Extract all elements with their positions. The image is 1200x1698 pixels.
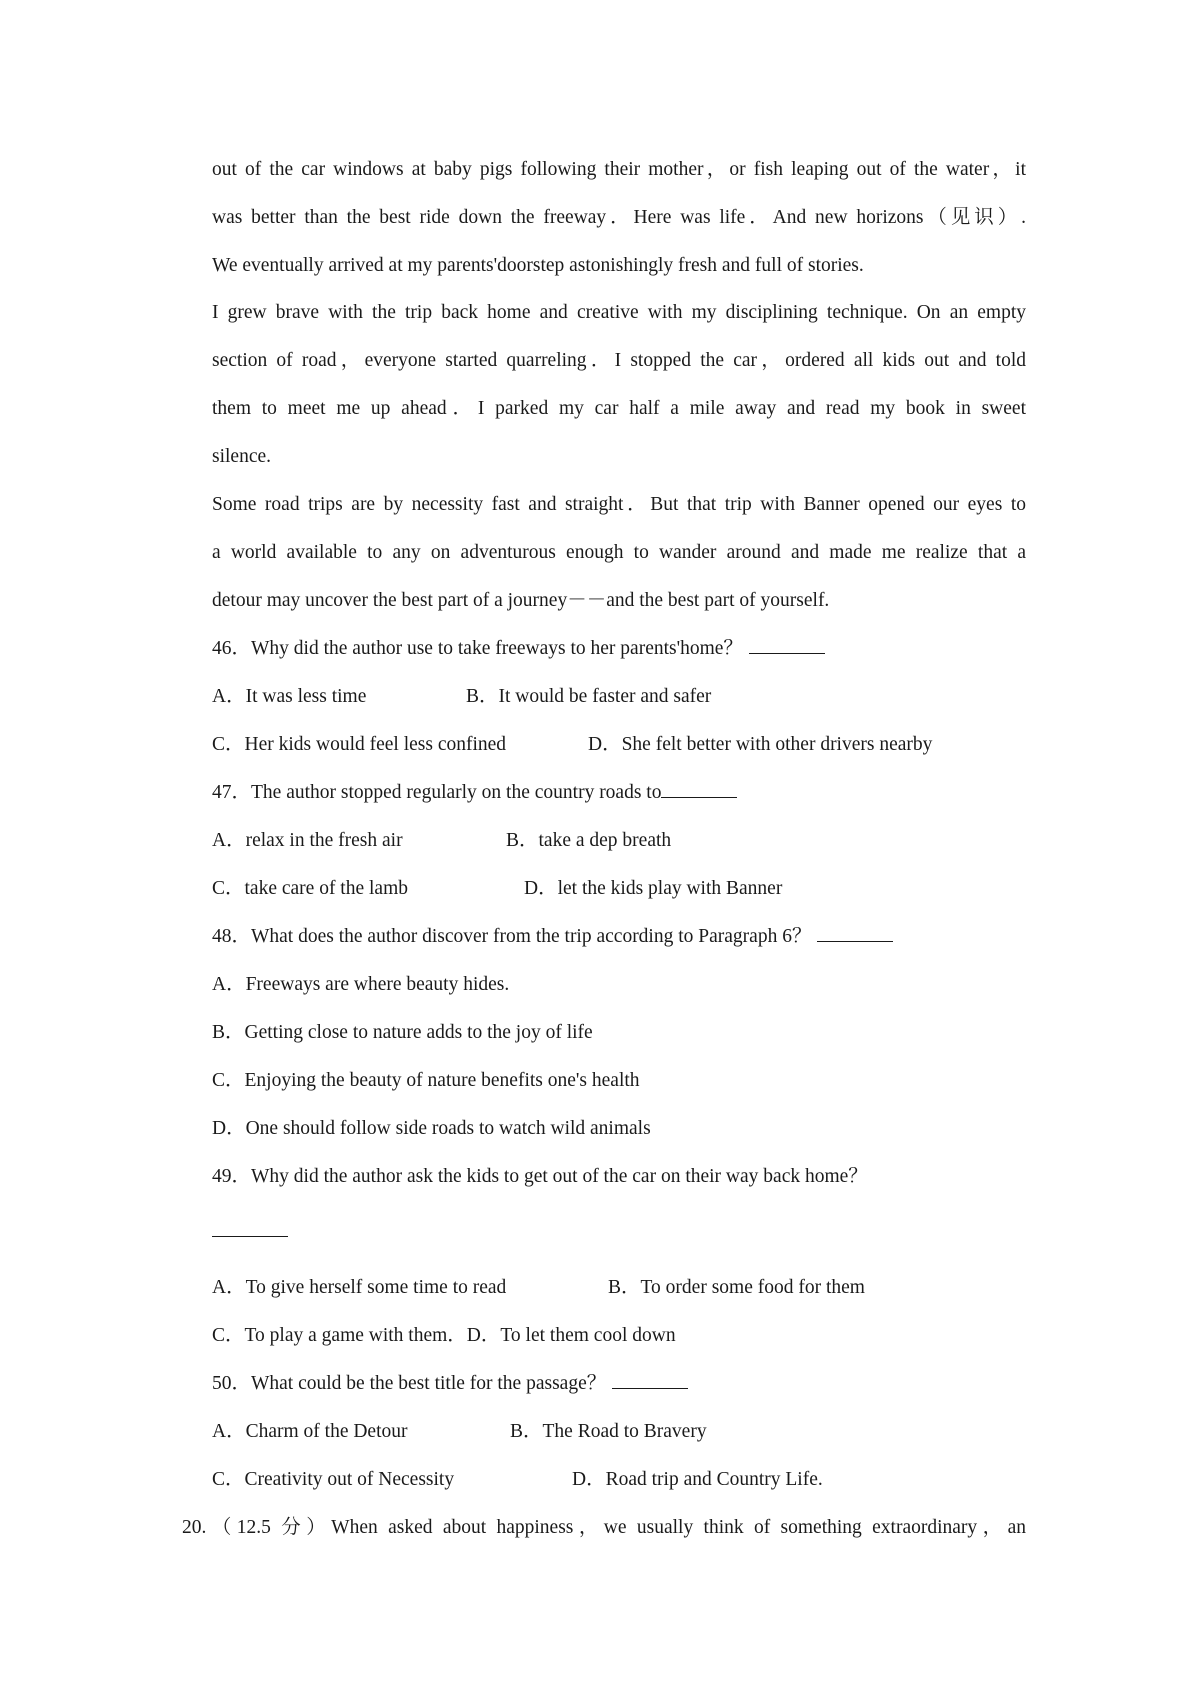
- question-46-option-a: A．It was less time: [212, 686, 367, 707]
- question-48-option-a: A．Freeways are where beauty hides.: [212, 974, 510, 995]
- passage-line: a world available to any on adventurous enough to wander around and made me realize that a: [212, 542, 1026, 563]
- passage-line: was better than the best ride down the freeway．Here was life．And new horizons（见识）.: [212, 207, 1026, 228]
- question-50-option-c: C．Creativity out of Necessity: [212, 1469, 455, 1490]
- question-49-stem: 49．Why did the author ask the kids to get out of the car on their way back home？: [212, 1166, 868, 1187]
- passage-line: section of road，everyone started quarreling．I stopped the car，ordered all kids out and told: [212, 350, 1026, 371]
- question-47-option-b: B．take a dep breath: [506, 830, 672, 851]
- question-stem-text: 48．What does the author discover from the trip according to Paragraph 6？: [212, 926, 812, 947]
- question-49-option-cd: C．To play a game with them．D．To let them cool down: [212, 1325, 676, 1346]
- question-46-option-b: B．It would be faster and safer: [466, 686, 712, 707]
- answer-blank[interactable]: [661, 779, 737, 798]
- answer-blank[interactable]: [612, 1370, 688, 1389]
- question-47-option-d: D．let the kids play with Banner: [524, 878, 783, 899]
- passage-line: detour may uncover the best part of a journey－－and the best part of yourself.: [212, 590, 830, 611]
- answer-blank[interactable]: [817, 923, 893, 942]
- question-stem-text: 47．The author stopped regularly on the country roads to: [212, 782, 662, 803]
- question-47-option-c: C．take care of the lamb: [212, 878, 408, 899]
- passage-line: them to meet me up ahead．I parked my car half a mile away and read my book in sweet: [212, 398, 1026, 419]
- question-47-option-a: A．relax in the fresh air: [212, 830, 403, 851]
- question-48-option-b: B．Getting close to nature adds to the joy of life: [212, 1022, 593, 1043]
- passage-line: silence.: [212, 446, 272, 467]
- passage-line: We eventually arrived at my parents'doorstep astonishingly fresh and full of stories.: [212, 255, 864, 276]
- question-50-option-b: B．The Road to Bravery: [510, 1421, 707, 1442]
- question-50-option-a: A．Charm of the Detour: [212, 1421, 408, 1442]
- question-47-stem: [212, 779, 737, 807]
- answer-blank[interactable]: [749, 635, 825, 654]
- question-49-option-b: B．To order some food for them: [608, 1277, 865, 1298]
- question-48-option-d: D．One should follow side roads to watch wild animals: [212, 1118, 651, 1139]
- question-49-option-a: A．To give herself some time to read: [212, 1277, 507, 1298]
- question-46-option-c: C．Her kids would feel less confined: [212, 734, 507, 755]
- question-50-option-d: D．Road trip and Country Life.: [572, 1469, 823, 1490]
- question-50-stem: [212, 1370, 688, 1398]
- question-stem-text: 46．Why did the author use to take freeways to her parents'home？: [212, 638, 743, 659]
- passage-line: Some road trips are by necessity fast and straight．But that trip with Banner opened our eyes to: [212, 494, 1026, 515]
- question-46-stem: [212, 635, 825, 663]
- question-48-stem: [212, 923, 893, 951]
- passage-line: I grew brave with the trip back home and creative with my disciplining technique. On an empty: [212, 302, 1026, 323]
- answer-blank[interactable]: [212, 1218, 288, 1237]
- question-48-option-c: C．Enjoying the beauty of nature benefits one's health: [212, 1070, 640, 1091]
- next-question-line: 20.（12.5 分）When asked about happiness，we usually think of something extraordinary，an: [182, 1517, 1026, 1538]
- question-46-option-d: D．She felt better with other drivers nearby: [588, 734, 933, 755]
- passage-line: out of the car windows at baby pigs following their mother，or fish leaping out of the water，it: [212, 159, 1026, 180]
- question-stem-text: 50．What could be the best title for the passage？: [212, 1373, 607, 1394]
- question-49-answer-line: [212, 1218, 288, 1246]
